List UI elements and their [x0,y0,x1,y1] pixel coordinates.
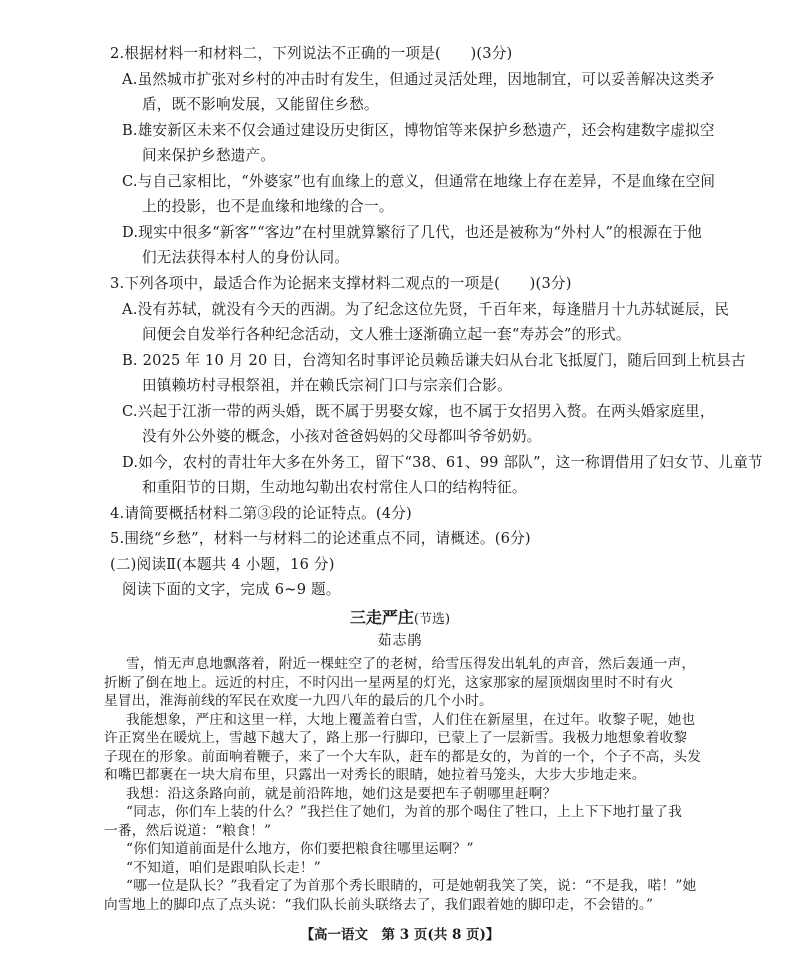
article-line: “不知道，咱们是跟咱队长走！” [126,859,321,876]
section-instruction: 阅读下面的文字，完成 6~9 题。 [122,581,341,598]
question-5: 5.围绕“乡愁”，材料一与材料二的论述重点不同，请概述。(6分) [110,530,531,547]
question-3-option-c-cont: 没有外公外婆的概念，小孩对爸爸妈妈的父母都叫爷爷奶奶。 [142,428,542,445]
article-line: 我想：沿这条路向前，就是前沿阵地，她们这是要把车子朝哪里赶啊？ [126,785,557,802]
article-line: 星冒出，淮海前线的军民在欢度一九四八年的最后的几个小时。 [104,693,493,709]
question-3-option-b-cont: 田镇赖坊村寻根祭祖，并在赖氏宗祠门口与宗亲们合影。 [142,377,512,394]
question-3-option-d-cont: 和重阳节的日期，生动地勾勒出农村常住人口的结构特征。 [142,479,527,496]
section-heading: (二)阅读Ⅱ(本题共 4 小题，16 分) [110,556,335,573]
question-3-option-a-cont: 间便会自发举行各种纪念活动，文人雅士逐渐确立起一套“寿苏会”的形式。 [142,326,631,343]
article-line: “同志，你们车上装的什么？”我拦住了她们，为首的那个喝住了牲口，上上下下地打量了我 [126,804,683,820]
question-3-option-b: B. 2025 年 10 月 20 日，台湾知名时事评论员赖岳谦夫妇从台北飞抵厦门，随后回到上杭县古 [122,352,746,369]
article-title-note: (节选) [413,612,451,627]
question-3-option-a: A.没有苏轼，就没有今天的西湖。为了纪念这位先贤，千百年来，每逢腊月十九苏轼诞辰，民 [122,301,730,318]
article-line: 我能想象，严庄和这里一样，大地上覆盖着白雪，人们住在新屋里，在过年。收黎子呢，她也 [126,711,696,728]
question-2-option-a-cont: 盾，既不影响发展，又能留住乡愁。 [142,96,379,113]
question-3-option-c: C.兴起于江浙一带的两头婚，既不属于男娶女嫁，也不属于女招男入赘。在两头婚家庭里， [122,403,715,420]
question-2-option-b-cont: 间来保护乡愁遗产。 [142,147,276,164]
article-line: 向雪地上的脚印点了点头说：“我们队长前头联络去了，我们跟着她的脚印走，不会错的。” [104,896,654,913]
question-3-stem: 3.下列各项中，最适合作为论据来支撑材料二观点的一项是( )(3分) [110,275,572,292]
article-line: 雪，悄无声息地飘落着，附近一棵蛀空了的老树，给雪压得发出轧轧的声音，然后轰通一声， [126,656,696,672]
article-line: “你们知道前面是什么地方，你们要把粮食往哪里运啊？” [126,841,474,857]
question-2-option-d: D.现实中很多“新客”“客边”在村里就算繁衍了几代，也还是被称为“外村人”的根源在于他 [122,224,702,241]
article-author: 茹志鹃 [377,633,423,649]
article-line: 子现在的形象。前面响着鞭子，来了一个大车队，赶车的都是女的，为首的一个，个子不高，头发 [104,748,702,765]
article-line: 折断了倒在地上。远近的村庄，不时闪出一星两星的灯光，这家那家的屋顶烟囱里时不时有火 [104,674,674,691]
question-2-option-a: A.虽然城市扩张对乡村的冲击时有发生，但通过灵活处理，因地制宜，可以妥善解决这类矛 [122,71,715,88]
question-3-option-d: D.如今，农村的青壮年大多在外务工，留下“38、61、99 部队”，这一称谓借用了妇女节、儿童节 [122,454,763,471]
question-2-option-c-cont: 上的投影，也不是血缘和地缘的合一。 [142,198,394,215]
article-line: 和嘴巴都裹在一块大肩布里，只露出一对秀长的眼睛，她拉着马笼头，大步大步地走来。 [104,767,646,783]
question-2-option-d-cont: 们无法获得本村人的身份认同。 [142,249,350,266]
article-title-text: 三走严庄 [349,608,414,627]
article-line: 许正窝坐在暖炕上，雪越下越大了，路上那一行脚印，已蒙上了一层新雪。我极力地想象着收黎 [104,730,688,746]
question-2-stem: 2.根据材料一和材料二，下列说法不正确的一项是( )(3分) [110,45,513,62]
question-2-option-c: C.与自己家相比，“外婆家”也有血缘上的意义，但通常在地缘上存在差异，不是血缘在空间 [122,173,716,190]
article-title [0,605,800,628]
question-2-option-b: B.雄安新区未来不仅会通过建设历史街区，博物馆等来保护乡愁遗产，还会构建数字虚拟空 [122,122,715,139]
article-line: 一番，然后说道：“粮食！” [104,822,272,839]
question-4: 4.请简要概括材料二第③段的论证特点。(4分) [110,505,412,522]
article-line: “哪一位是队长？”我看定了为首那个秀长眼睛的，可是她朝我笑了笑，说：“不是我，喏！”她 [126,878,697,894]
page-footer: 【高一语文 第 3 页(共 8 页)】 [300,927,500,943]
